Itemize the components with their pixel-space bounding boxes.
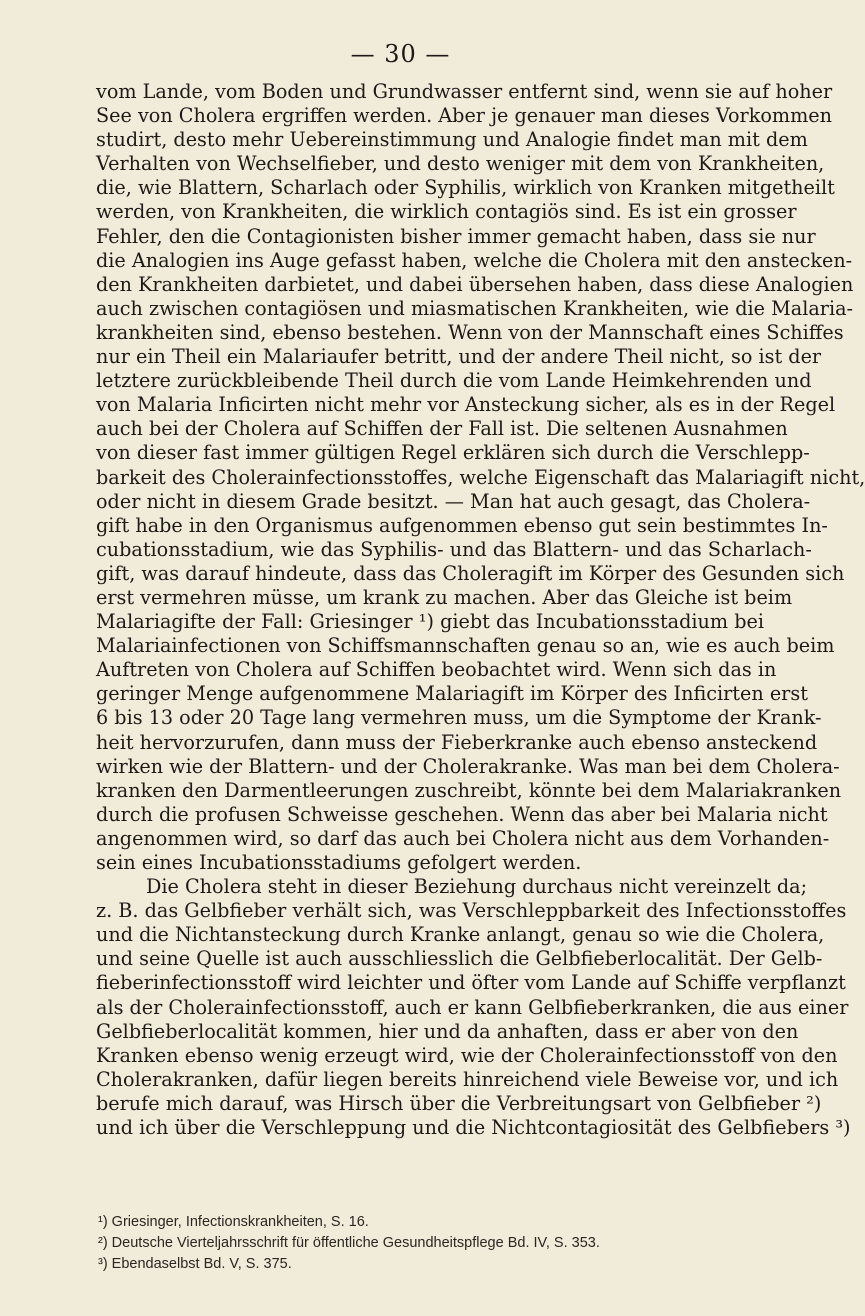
text-line: Kranken ebenso wenig erzeugt wird, wie der Cholerainfectionsstoff von den [96,1043,838,1067]
footnotes [98,1212,762,1275]
text-line: werden, von Krankheiten, die wirklich contagiös sind. Es ist ein grosser [96,200,797,224]
text-line: Verhalten von Wechselfieber, und desto weniger mit dem von Krankheiten, [96,152,825,176]
text-line: auch zwischen contagiösen und miasmatischen Krankheiten, wie die Malaria- [96,296,854,320]
text-line: Gelbfieberlocalität kommen, hier und da anhaften, dass er aber von den [96,1019,799,1043]
text-line: von Malaria Inficirten nicht mehr vor Ansteckung sicher, als es in der Regel [96,393,836,417]
text-line: krankheiten sind, ebenso bestehen. Wenn von der Mannschaft eines Schiffes [96,320,844,344]
text-line: nur ein Theil ein Malariaufer betritt, und der andere Theil nicht, so ist der [96,345,822,369]
footnote-2: ²) Deutsche Vierteljahrsschrift für öffentliche Gesundheitspflege Bd. IV, S. 353. [98,1235,600,1251]
text-line: und ich über die Verschleppung und die Nichtcontagiosität des Gelbfiebers ³) [96,1116,851,1140]
text-line: Auftreten von Cholera auf Schiffen beobachtet wird. Wenn sich das in [96,658,777,682]
text-line: als der Cholerainfectionsstoff, auch er kann Gelbfieberkranken, die aus einer [96,995,849,1019]
text-line: auch bei der Cholera auf Schiffen der Fall ist. Die seltenen Ausnahmen [96,417,788,441]
text-line: cubationsstadium, wie das Syphilis- und das Blattern- und das Scharlach- [96,537,812,561]
text-line: fieberinfectionsstoff wird leichter und öfter vom Lande auf Schiffe verpflanzt [96,971,846,995]
text-line: Malariainfectionen von Schiffsmannschaften genau so an, wie es auch beim [96,634,835,658]
paragraph-start-line: Die Cholera steht in dieser Beziehung durchaus nicht vereinzelt da; [146,875,808,899]
body-text [96,80,865,1140]
text-line: berufe mich darauf, was Hirsch über die Verbreitungsart von Gelbfieber ²) [96,1091,822,1115]
text-line: Fehler, den die Contagionisten bisher immer gemacht haben, dass sie nur [96,224,816,248]
text-line: von dieser fast immer gültigen Regel erklären sich durch die Verschlepp- [96,441,810,465]
text-line: den Krankheiten darbietet, und dabei übersehen haben, dass diese Analogien [96,272,854,296]
text-line: geringer Menge aufgenommene Malariagift im Körper des Inficirten erst [96,682,808,706]
page-number: — 30 — [350,40,451,68]
text-line: 6 bis 13 oder 20 Tage lang vermehren muss, um die Symptome der Krank- [96,706,822,730]
text-line: durch die profusen Schweisse geschehen. Wenn das aber bei Malaria nicht [96,802,828,826]
text-line: kranken den Darmentleerungen zuschreibt, könnte bei dem Malariakranken [96,778,842,802]
text-line: Cholerakranken, dafür liegen bereits hinreichend viele Beweise vor, und ich [96,1067,839,1091]
paragraph-end-line: sein eines Incubationsstadiums gefolgert werden. [96,851,582,874]
text-line: die, wie Blattern, Scharlach oder Syphilis, wirklich von Kranken mitgetheilt [96,176,835,200]
text-line: Malariagifte der Fall: Griesinger ¹) giebt das Incubationsstadium bei [96,610,764,634]
text-line: gift, was darauf hindeute, dass das Choleragift im Körper des Gesunden sich [96,561,845,585]
text-line: studirt, desto mehr Uebereinstimmung und Analogie findet man mit dem [96,128,808,152]
text-line: barkeit des Cholerainfectionsstoffes, welche Eigenschaft das Malariagift nicht, [96,465,865,489]
text-line: die Analogien ins Auge gefasst haben, welche die Cholera mit den anstecken- [96,248,853,272]
footnote-3: ³) Ebendaselbst Bd. V, S. 375. [98,1256,292,1272]
text-line: letztere zurückbleibende Theil durch die vom Lande Heimkehrenden und [96,369,812,393]
text-line: heit hervorzurufen, dann muss der Fieberkranke auch ebenso ansteckend [96,730,818,754]
text-line: See von Cholera ergriffen werden. Aber je genauer man dieses Vorkommen [96,104,833,128]
text-line: vom Lande, vom Boden und Grundwasser entfernt sind, wenn sie auf hoher [96,80,833,103]
text-line: erst vermehren müsse, um krank zu machen. Aber das Gleiche ist beim [96,585,793,609]
footnote-1: ¹) Griesinger, Infectionskrankheiten, S. 16. [98,1214,369,1230]
text-line: angenommen wird, so darf das auch bei Cholera nicht aus dem Vorhanden- [96,826,830,850]
text-line: oder nicht in diesem Grade besitzt. — Man hat auch gesagt, das Cholera- [96,489,811,513]
text-line: z. B. das Gelbfieber verhält sich, was Verschleppbarkeit des Infectionsstoffes [96,899,847,923]
text-line: gift habe in den Organismus aufgenommen ebenso gut sein bestimmtes In- [96,513,828,537]
text-line: und seine Quelle ist auch ausschliesslich die Gelbfieberlocalität. Der Gelb- [96,947,823,971]
text-line: und die Nichtansteckung durch Kranke anlangt, genau so wie die Cholera, [96,923,825,947]
text-line: wirken wie der Blattern- und der Cholerakranke. Was man bei dem Cholera- [96,754,840,778]
